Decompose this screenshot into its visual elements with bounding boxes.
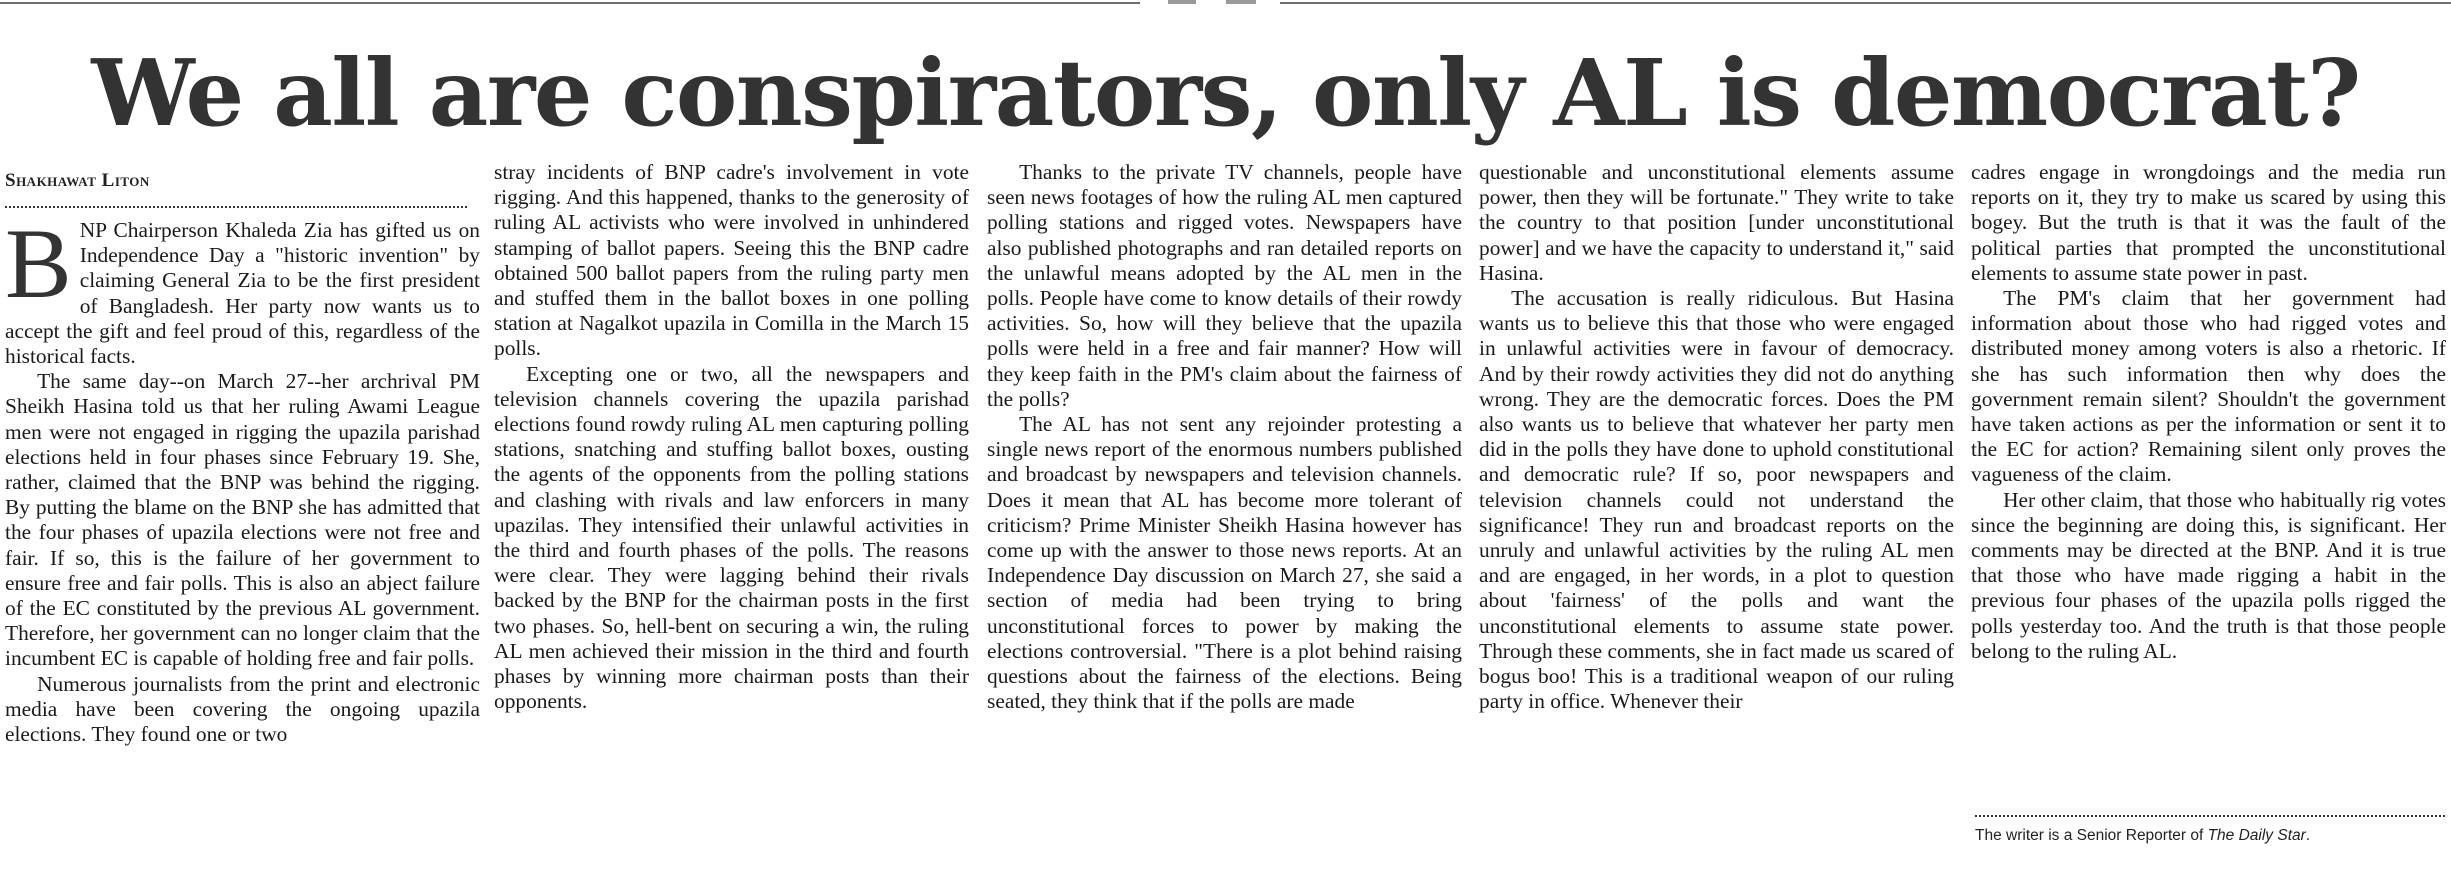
paragraph: The AL has not sent any rejoinder protesting a single news report of the enormous numbers published and broadcast by newspapers and television channels. Does it mean that AL has become more tolerant of criticism? Prime Minister Sheikh Hasina however has come up with the answer to those news reports. At an Independence Day discussion on March 27, she said a section of media had been trying to bring unconstitutional forces to power by making the elections controversial. "There is a plot behind raising questions about the fairness of the elections. Being seated, they think that if the polls are made (987, 412, 1462, 714)
paragraph: Excepting one or two, all the newspapers and television channels covering the upazila parishad elections found rowdy ruling AL men capturing polling stations, snatching and stuffing ballot boxes, ousting the agents of the opponents from the polling stations and clashing with rivals and law enforcers in many upazilas. They intensified their unlawful activities in the third and fourth phases of the polls. The reasons were clear. They were lagging behind their rivals backed by the BNP for the chairman posts in the first two phases. So, hell-bent on securing a win, the ruling AL men achieved their mission in the third and fourth phases by winning more chairman posts than their opponents. (494, 361, 969, 714)
column-3 (987, 160, 1462, 864)
paragraph: The accusation is really ridiculous. But Hasina wants us to believe this that those who were engaged in unlawful activities were in favour of democracy. And by their rowdy activities they did not do anything wrong. They are the democratic forces. Does the PM also wants us to believe that whatever her party men did in the polls they have done to uphold constitutional and democratic rule? If so, poor newspapers and television channels could not understand the significance! They run and broadcast reports on the unruly and unlawful activities by the ruling AL men and are engaged, in her words, in a plot to question about 'fairness' of the polls and want the unconstitutional elements to assume state power. Through these comments, she in fact made us scared of bogus boo! This is a traditional weapon of our ruling party in office. Whenever their (1479, 286, 1954, 714)
top-ornament (1140, 0, 1280, 6)
paragraph: The PM's claim that her government had information about those who had rigged votes and distributed money among voters is also a rhetoric. If she has such information then why does the government remain silent? Shouldn't the government have taken actions as per the information or sent it to the EC for action? Remaining silent only proves the vagueness of the claim. (1971, 286, 2446, 487)
paragraph: Her other claim, that those who habitually rig votes since the beginning are doing this, is significant. Her comments may be directed at the BNP. And it is true that those who have made rigging a habit in the previous four phases of the upazila polls rigged the polls yesterday too. And the truth is that those people belong to the ruling AL. (1971, 487, 2446, 663)
paragraph: BNP Chairperson Khaleda Zia has gifted us on Independence Day a "historic invention" by claiming General Zia to be the first president of Bangladesh. Her party now wants us to accept the gift and feel proud of this, regardless of the historical facts. (5, 218, 480, 369)
column-1 (5, 218, 480, 864)
byline: Shakhawat Liton (5, 170, 150, 191)
paragraph: Thanks to the private TV channels, people have seen news footages of how the ruling AL men captured polling stations and rigged votes. Newspapers have also published photographs and ran detailed reports on the unlawful means adopted by the AL men in the polls. People have come to know details of their rowdy activities. So, how will they believe that the upazila polls were held in a free and fair manner? How will they keep faith in the PM's claim about the fairness of the polls? (987, 160, 1462, 411)
paragraph: cadres engage in wrongdoings and the media run reports on it, they try to make us scared by using this bogey. But the truth is that it was the fault of the political parties that prompted the unconstitutional elements to assume state power in past. (1971, 160, 2446, 285)
column-5 (1971, 160, 2446, 790)
author-credit: The writer is a Senior Reporter of The Daily Star. (1975, 827, 2311, 844)
headline: We all are conspirators, only AL is democrat? (91, 39, 2360, 147)
byline-divider (5, 206, 467, 208)
paragraph: The same day--on March 27--her archrival PM Sheikh Hasina told us that her ruling Awami League men were not engaged in rigging the upazila parishad elections held in four phases since February 19. She, rather, claimed that the BNP was behind the rigging. By putting the blame on the BNP she has admitted that the four phases of upazila elections were not free and fair. If so, this is the failure of her government to ensure free and fair polls. This is also an abject failure of the EC constituted by the previous AL government. Therefore, her government can no longer claim that the incumbent EC is capable of holding free and fair polls. (5, 369, 480, 671)
column-2 (494, 160, 969, 864)
paragraph: questionable and unconstitutional elements assume power, then they will be fortunate." They write to take the country to that position [under unconstitutional power] and we have the capacity to understand it," said Hasina. (1479, 160, 1954, 285)
paragraph: stray incidents of BNP cadre's involvement in vote rigging. And this happened, thanks to the generosity of ruling AL activists who were involved in unhindered stamping of ballot papers. Seeing this the BNP cadre obtained 500 ballot papers from the ruling party men and stuffed them in the ballot boxes in one polling station at Nagalkot upazila in Comilla in the March 15 polls. (494, 160, 969, 361)
credit-divider (1975, 815, 2445, 817)
dropcap: B (5, 218, 72, 319)
column-4 (1479, 160, 1954, 864)
newspaper-name: The Daily Star (2207, 827, 2306, 844)
paragraph: Numerous journalists from the print and electronic media have been covering the ongoing upazila elections. They found one or two (5, 671, 480, 747)
